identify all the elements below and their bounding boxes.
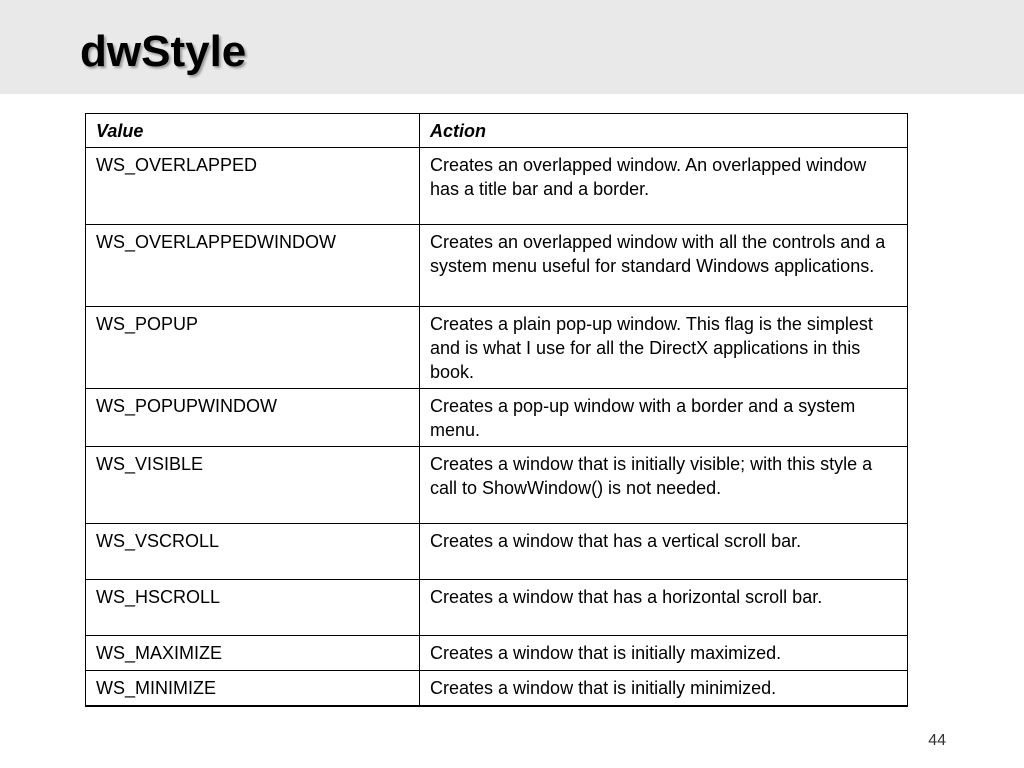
table-row xyxy=(86,307,908,389)
table-row xyxy=(86,447,908,524)
table-row xyxy=(86,671,908,706)
cell-action: Creates a window that has a horizontal scroll bar. xyxy=(420,580,908,636)
page-number: 44 xyxy=(928,732,946,749)
table-row xyxy=(86,524,908,580)
cell-value: WS_POPUPWINDOW xyxy=(86,389,420,447)
cell-value: WS_HSCROLL xyxy=(86,580,420,636)
table-row xyxy=(86,225,908,307)
cell-value: WS_VISIBLE xyxy=(86,447,420,524)
cell-value: WS_VSCROLL xyxy=(86,524,420,580)
dwstyle-table xyxy=(85,113,908,707)
cell-action: Creates a window that is initially minimized. xyxy=(420,671,908,706)
table-row xyxy=(86,636,908,671)
table-header-row xyxy=(86,114,908,148)
cell-action: Creates a pop-up window with a border and a system menu. xyxy=(420,389,908,447)
cell-action: Creates a window that is initially maximized. xyxy=(420,636,908,671)
header-value: Value xyxy=(86,114,420,148)
header-action: Action xyxy=(420,114,908,148)
slide-title: dwStyle xyxy=(80,27,247,76)
title-band xyxy=(0,0,1024,94)
cell-value: WS_OVERLAPPEDWINDOW xyxy=(86,225,420,307)
cell-value: WS_MAXIMIZE xyxy=(86,636,420,671)
cell-action: Creates a window that has a vertical scroll bar. xyxy=(420,524,908,580)
cell-value: WS_MINIMIZE xyxy=(86,671,420,706)
table-row xyxy=(86,389,908,447)
cell-value: WS_POPUP xyxy=(86,307,420,389)
cell-action: Creates a plain pop-up window. This flag is the simplest and is what I use for all the DirectX applications in this book. xyxy=(420,307,908,389)
cell-action: Creates an overlapped window. An overlapped window has a title bar and a border. xyxy=(420,148,908,225)
cell-action: Creates an overlapped window with all the controls and a system menu useful for standard Windows applications. xyxy=(420,225,908,307)
cell-value: WS_OVERLAPPED xyxy=(86,148,420,225)
table-row xyxy=(86,148,908,225)
cell-action: Creates a window that is initially visible; with this style a call to ShowWindow() is not needed. xyxy=(420,447,908,524)
table-row xyxy=(86,580,908,636)
